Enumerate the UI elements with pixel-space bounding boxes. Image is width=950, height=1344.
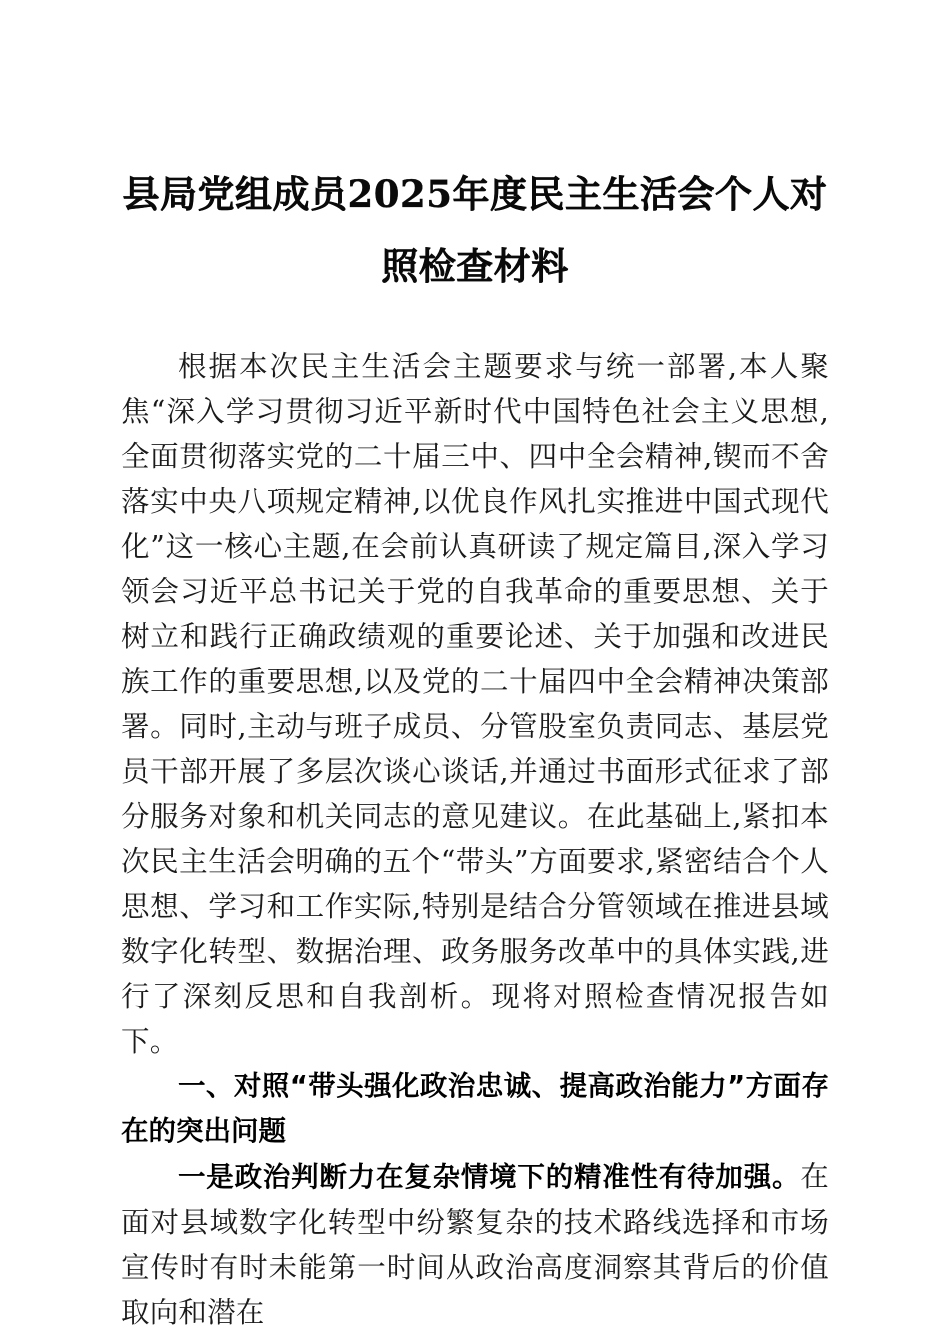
item-one-lead-bold: 一是政治判断力在复杂情境下的精准性有待加强。 — [178, 1161, 801, 1193]
document-content — [121, 0, 829, 1334]
item-one-rest: 在面对县域数字化转型中纷繁复杂的技术路线选择和市场宣传时有时未能第一时间从政治高度洞察其背后的价值取向和潜在 — [121, 1160, 829, 1329]
section-one-heading: 一、对照“带头强化政治忠诚、提高政治能力”方面存在的突出问题 — [121, 1070, 829, 1147]
document-body — [121, 344, 829, 1334]
item-one-paragraph — [121, 1154, 829, 1334]
opening-paragraph: 根据本次民主生活会主题要求与统一部署,本人聚焦“深入学习贯彻习近平新时代中国特色社会主义思想,全面贯彻落实党的二十届三中、四中全会精神,锲而不舍落实中央八项规定精神,以优良作风扎实推进中国式现代化”这一核心主题,在会前认真研读了规定篇目,深入学习领会习近平总书记关于党的自我革命的重要思想、关于树立和践行正确政绩观的重要论述、关于加强和改进民族工作的重要思想,以及党的二十届四中全会精神决策部署。同时,主动与班子成员、分管股室负责同志、基层党员干部开展了多层次谈心谈话,并通过书面形式征求了部分服务对象和机关同志的意见建议。在此基础上,紧扣本次民主生活会明确的五个“带头”方面要求,紧密结合个人思想、学习和工作实际,特别是结合分管领域在推进县域数字化转型、数据治理、政务服务改革中的具体实践,进行了深刻反思和自我剖析。现将对照检查情况报告如下。 — [121, 350, 829, 1058]
page-title: 县局党组成员2025年度民主生活会个人对照检查材料 — [122, 172, 828, 288]
